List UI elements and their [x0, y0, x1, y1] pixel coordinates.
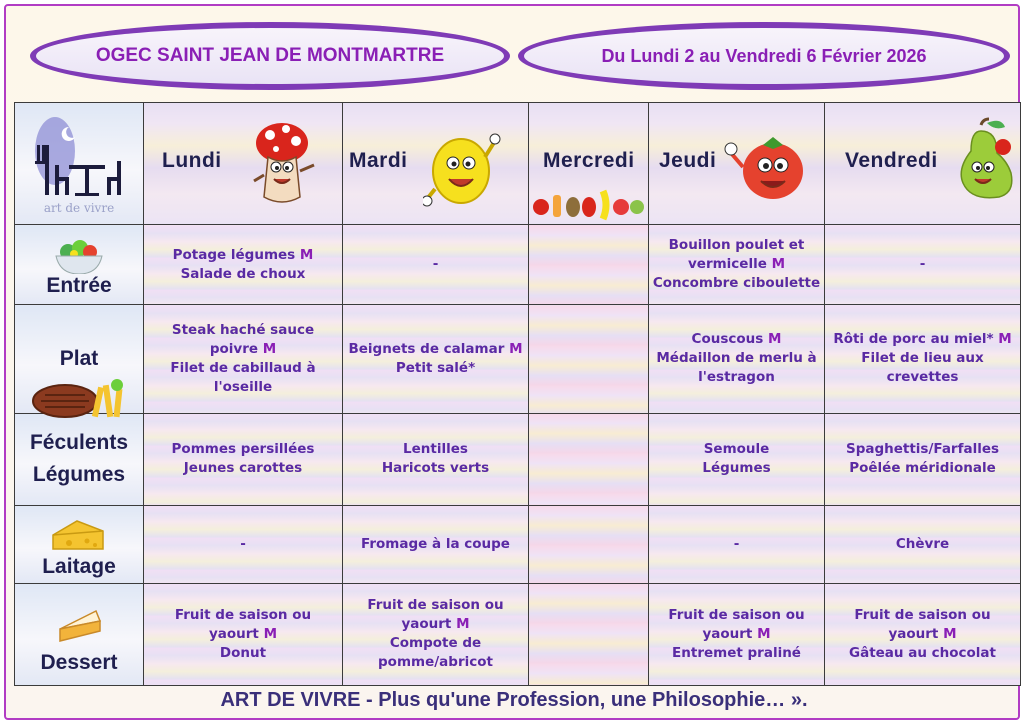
- menu-cell: [825, 225, 1021, 305]
- menu-line: [144, 644, 342, 663]
- menu-line-text: Steak haché sauce: [171, 321, 315, 338]
- menu-line-text: Légumes: [702, 460, 771, 477]
- homemade-marker: M: [998, 331, 1012, 348]
- day-name: Vendredi: [845, 149, 938, 172]
- day-name: Jeudi: [659, 149, 717, 172]
- day-header-jeudi: [649, 103, 825, 225]
- menu-line-text: Fruit de saison ou: [174, 606, 312, 623]
- menu-line-text: -: [240, 535, 246, 552]
- menu-cell: [144, 413, 343, 505]
- menu-line: [343, 359, 528, 378]
- menu-line-text: Filet de lieu aux: [861, 350, 984, 367]
- row-laitage: [15, 505, 1021, 583]
- menu-line: [825, 440, 1020, 459]
- menu-line: [649, 606, 824, 625]
- menu-line-text: Fruit de saison ou: [668, 606, 805, 623]
- menu-line-text: Haricots verts: [381, 460, 490, 477]
- day-header-row: [15, 103, 1021, 225]
- menu-line: [343, 634, 528, 653]
- menu-line-text: l'estragon: [698, 369, 775, 386]
- school-title: OGEC SAINT JEAN DE MONTMARTRE: [30, 22, 510, 90]
- menu-line-text: Beignets de calamar: [348, 340, 510, 357]
- menu-line: [144, 440, 342, 459]
- menu-cell-empty: [529, 505, 649, 583]
- day-name: Lundi: [162, 149, 222, 172]
- category-cell: [15, 305, 144, 413]
- menu-cell: [649, 413, 825, 505]
- menu-line-text: yaourt: [702, 625, 758, 642]
- category-label: Laitage: [42, 554, 116, 578]
- menu-line: [343, 596, 528, 615]
- menu-line-text: Fruit de saison ou: [854, 606, 991, 623]
- menu-sheet: [4, 4, 1020, 720]
- homemade-marker: M: [299, 246, 314, 263]
- menu-line: [144, 606, 342, 625]
- day-name: Mardi: [349, 149, 408, 172]
- menu-line-text: Pommes persillées: [171, 441, 315, 458]
- row-plat: [15, 305, 1021, 413]
- menu-line: [144, 321, 342, 340]
- vegetables-group-icon: [531, 181, 647, 221]
- menu-line-text: Semoule: [703, 441, 770, 458]
- homemade-marker: M: [768, 331, 782, 348]
- logo-cell: [15, 103, 144, 225]
- menu-line-text: Lentilles: [403, 441, 468, 458]
- menu-line: [825, 535, 1020, 554]
- menu-line: [144, 246, 342, 265]
- menu-line: [649, 368, 824, 387]
- menu-cell: [649, 583, 825, 685]
- menu-line-text: -: [432, 256, 439, 273]
- menu-line: [825, 330, 1020, 349]
- menu-line: [144, 359, 342, 378]
- menu-line-text: Poêlée méridionale: [849, 460, 996, 477]
- homemade-marker: M: [263, 625, 278, 642]
- homemade-marker: M: [262, 340, 277, 357]
- row-dessert: [15, 583, 1021, 685]
- menu-line: [343, 653, 528, 672]
- menu-cell-empty: [529, 305, 649, 413]
- menu-line: [144, 535, 342, 554]
- menu-cell: [649, 305, 825, 413]
- menu-cell-empty: [529, 583, 649, 685]
- menu-line-text: Entremet praliné: [672, 644, 801, 661]
- menu-line-text: vermicelle: [687, 256, 772, 273]
- menu-line: [144, 378, 342, 397]
- menu-line: [825, 255, 1020, 274]
- menu-line: [649, 440, 824, 459]
- menu-line: [144, 625, 342, 644]
- menu-cell: [825, 583, 1021, 685]
- pear-mascot-icon: [951, 117, 1015, 205]
- menu-cell: [825, 305, 1021, 413]
- menu-line-text: crevettes: [886, 369, 959, 386]
- menu-cell-empty: [529, 225, 649, 305]
- menu-line-text: Filet de cabillaud à: [170, 359, 316, 376]
- footer-slogan: ART DE VIVRE - Plus qu'une Profession, une Philosophie… ».: [220, 689, 808, 711]
- menu-line: [649, 625, 824, 644]
- menu-line: [649, 349, 824, 368]
- menu-line: [343, 535, 528, 554]
- menu-line-text: yaourt: [401, 616, 457, 633]
- menu-line-text: Bouillon poulet et: [668, 237, 805, 254]
- menu-line-text: Donut: [219, 644, 267, 661]
- menu-line: [343, 459, 528, 478]
- menu-cell: [343, 305, 529, 413]
- menu-line-text: poivre: [209, 340, 263, 357]
- category-cell: [15, 583, 144, 685]
- menu-line-text: Gâteau au chocolat: [849, 644, 996, 661]
- row-feculents: [15, 413, 1021, 505]
- menu-line: [649, 274, 824, 293]
- menu-line-text: Fruit de saison ou: [367, 597, 504, 614]
- menu-line: [343, 440, 528, 459]
- menu-line-text: Compote de: [389, 635, 482, 652]
- cheese-icon: [49, 515, 109, 555]
- menu-line-text: Salade de choux: [180, 265, 306, 282]
- menu-line-text: Couscous: [691, 331, 768, 348]
- menu-line-text: pomme/abricot: [378, 654, 493, 671]
- day-header-lundi: [144, 103, 343, 225]
- menu-cell: [144, 225, 343, 305]
- day-header-mardi: [343, 103, 529, 225]
- day-name: Mercredi: [543, 149, 635, 172]
- menu-cell: [144, 583, 343, 685]
- menu-line: [343, 255, 528, 274]
- category-cell: [15, 413, 144, 505]
- menu-line: [649, 330, 824, 349]
- homemade-marker: M: [456, 616, 470, 633]
- menu-cell: [825, 413, 1021, 505]
- menu-line: [343, 615, 528, 634]
- menu-cell: [649, 505, 825, 583]
- steak-fries-icon: [31, 379, 131, 421]
- category-label: Plat: [59, 347, 99, 371]
- menu-cell: [825, 505, 1021, 583]
- menu-cell: [343, 413, 529, 505]
- menu-line: [144, 265, 342, 284]
- menu-cell-empty: [529, 413, 649, 505]
- menu-line: [825, 644, 1020, 663]
- menu-line-text: -: [733, 535, 740, 552]
- day-header-vendredi: [825, 103, 1021, 225]
- menu-cell: [144, 305, 343, 413]
- menu-line-text: Chèvre: [895, 535, 950, 552]
- menu-line: [649, 236, 824, 255]
- menu-line-text: Spaghettis/Farfalles: [845, 441, 1000, 458]
- menu-cell: [144, 505, 343, 583]
- category-cell: [15, 225, 144, 305]
- menu-line-text: -: [919, 256, 926, 273]
- menu-cell: [343, 583, 529, 685]
- logo-caption: art de vivre: [43, 201, 115, 216]
- menu-line: [825, 368, 1020, 387]
- category-label: Féculents: [29, 431, 129, 455]
- menu-line: [144, 459, 342, 478]
- menu-cell: [649, 225, 825, 305]
- menu-line-text: Potage légumes: [172, 246, 300, 263]
- menu-line: [144, 340, 342, 359]
- menu-line-text: yaourt: [888, 625, 944, 642]
- menu-line: [649, 255, 824, 274]
- menu-line-text: Jeunes carottes: [183, 460, 303, 477]
- lemon-mascot-icon: [423, 127, 503, 217]
- menu-line: [825, 625, 1020, 644]
- menu-line: [825, 349, 1020, 368]
- menu-line: [825, 459, 1020, 478]
- salad-bowl-icon: [54, 240, 104, 274]
- menu-cell: [343, 505, 529, 583]
- menu-line-text: l'oseille: [213, 378, 273, 395]
- day-header-mercredi: [529, 103, 649, 225]
- weekly-menu-table: [14, 102, 1021, 686]
- menu-cell: [343, 225, 529, 305]
- week-dates: Du Lundi 2 au Vendredi 6 Février 2026: [518, 22, 1010, 90]
- category-label-2: Légumes: [32, 463, 126, 487]
- menu-line: [649, 644, 824, 663]
- homemade-marker: M: [943, 625, 957, 642]
- category-label: Dessert: [40, 651, 118, 674]
- menu-line: [649, 459, 824, 478]
- menu-line-text: Rôti de porc au miel*: [833, 331, 999, 348]
- category-label: Entrée: [46, 274, 112, 298]
- homemade-marker: M: [771, 256, 785, 273]
- row-entree: [15, 225, 1021, 305]
- menu-line: [825, 606, 1020, 625]
- menu-line-text: Médaillon de merlu à: [656, 350, 817, 367]
- mushroom-mascot-icon: [250, 119, 320, 209]
- category-cell: [15, 505, 144, 583]
- menu-line-text: Concombre ciboulette: [652, 275, 821, 292]
- tomato-mascot-icon: [723, 127, 813, 211]
- menu-line-text: yaourt: [208, 625, 264, 642]
- pie-slice-icon: [54, 605, 104, 645]
- homemade-marker: M: [509, 340, 523, 357]
- homemade-marker: M: [757, 625, 771, 642]
- menu-line: [343, 340, 528, 359]
- menu-line-text: Petit salé*: [395, 359, 476, 376]
- menu-line: [649, 535, 824, 554]
- menu-line-text: Fromage à la coupe: [361, 535, 510, 552]
